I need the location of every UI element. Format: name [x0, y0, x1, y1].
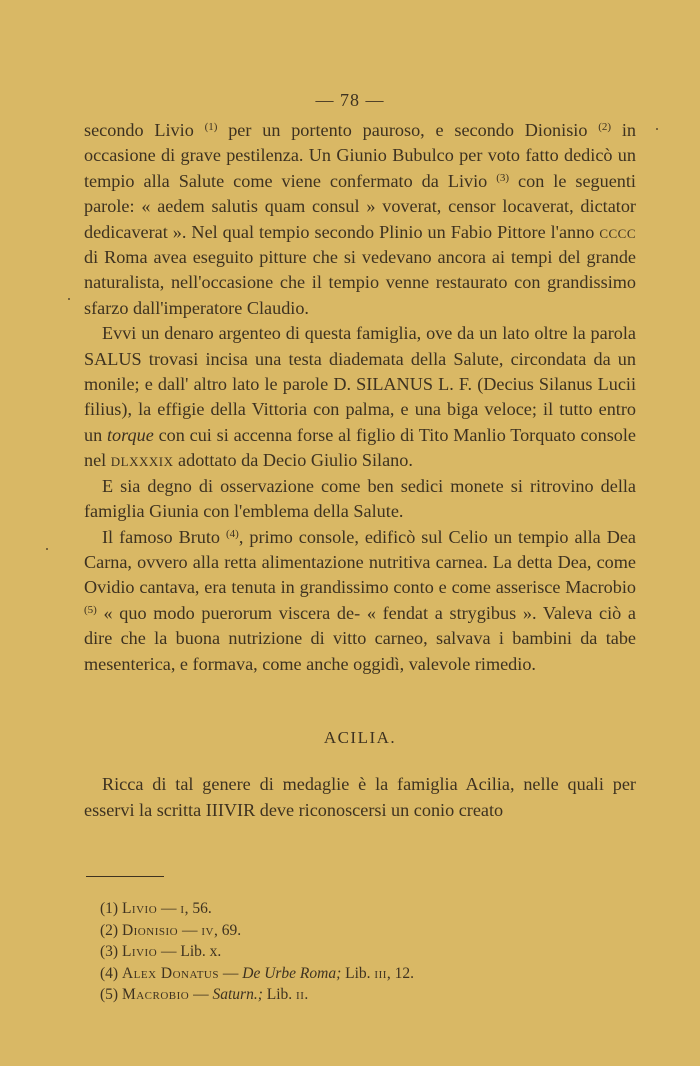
- acilia-paragraph: Ricca di tal genere di medaglie è la famiglia Acilia, nelle quali per esservi la scritta IIIVIR deve riconoscersi un conio creato: [84, 774, 636, 820]
- text-run: (1): [100, 900, 122, 917]
- text-run: (2): [100, 921, 122, 939]
- paper-speck: [656, 128, 658, 130]
- small-caps-text: Livio: [121, 943, 158, 961]
- footnote-ref: (3): [496, 171, 510, 184]
- text-run: secondo Livio: [84, 120, 205, 140]
- small-caps-text: Dionisio: [121, 921, 179, 939]
- text-run: , 56.: [184, 900, 212, 917]
- page-number: — 78 —: [315, 90, 385, 110]
- text-run: —: [219, 964, 243, 982]
- main-text: [84, 118, 636, 823]
- text-run: , 69.: [213, 921, 242, 939]
- italic-text: torque: [106, 424, 154, 445]
- section-title: ACILIA.: [323, 727, 397, 747]
- footnote-3: [100, 941, 414, 963]
- text-run: E sia degno di osservazione come ben sedici monete si ritrovino della famiglia Giunia con l'emblema della Salute.: [84, 475, 636, 522]
- small-caps-text: ii: [296, 986, 305, 1004]
- italic-text: De Urbe Roma;: [242, 964, 342, 982]
- text-run: Evvi un denaro argenteo di questa famiglia, ove da un lato oltre la parola SALUS trovasi incisa una testa diademata della Salute, circondata da un monile; e dall' altro lato le parole D. SILANUS L. F. (Decius Silanus Lucii filius), la effigie della Vittoria con palma, e una biga veloce; il tutto entro un: [84, 323, 636, 445]
- footnote-1: [100, 898, 414, 920]
- paragraph-4: [84, 525, 636, 677]
- small-caps-text: Alex Donatus: [121, 964, 219, 982]
- text-run: (4): [100, 964, 122, 982]
- text-run: « quo modo puerorum viscera de- « fendat a strygibus ». Valeva ciò a dire che la buona nutrizione di vitto carneo, salvava i bambini da tabe mesenterica, e formava, come anche oggidì, valevole rimedio.: [84, 602, 636, 674]
- text-run: —: [189, 986, 213, 1004]
- paragraph-1: [84, 118, 636, 321]
- small-caps-text: iii: [374, 964, 387, 982]
- text-run: —: [157, 900, 181, 917]
- small-caps-text: dlxxxix: [110, 450, 174, 471]
- text-run: , primo console, edificò sul Celio un tempio alla Dea Carna, ovvero alla retta alimentazione nutritiva carnea. La detta Dea, come Ovidio cantava, era tenuta in grandissimo conto e come asserisce Macrobio: [84, 526, 636, 598]
- small-caps-text: Macrobio: [121, 986, 190, 1004]
- paper-speck: [68, 298, 70, 300]
- text-run: Lib.: [341, 964, 375, 982]
- footnote-ref: (2): [598, 121, 612, 133]
- footnote-ref: (4): [226, 527, 239, 540]
- text-run: di Roma avea eseguito pitture che si vedevano ancora ai tempi del grande naturalista, nell'occasione che il tempio venne restaurato con grandissimo sfarzo dall'imperatore Claudio.: [84, 247, 636, 318]
- text-run: con cui si accenna forse al figlio di Tito Manlio Torquato console nel: [84, 424, 636, 471]
- text-run: in occasione di grave pestilenza. Un Giunio Bubulco per voto fatto dedicò un tempio alla Salute come viene confermato da Livio: [84, 120, 636, 191]
- text-run: .: [304, 986, 309, 1004]
- footnote-ref: (1): [204, 121, 218, 133]
- text-run: —: [178, 921, 202, 939]
- small-caps-text: cccc: [599, 221, 636, 242]
- footnote-2: [100, 920, 414, 942]
- paragraph-3: [84, 474, 636, 525]
- text-run: (5): [100, 986, 122, 1004]
- text-run: Il famoso Bruto: [102, 526, 226, 547]
- text-run: — Lib. x.: [157, 943, 222, 961]
- text-run: per un portento pauroso, e secondo Dionisio: [217, 120, 599, 140]
- paragraph-2: [84, 321, 636, 473]
- text-run: con le seguenti parole: « aedem salutis quam consul » voverat, censor locaverat, dictator dedicaverat ». Nel qual tempio secondo Plinio un Fabio Pittore l'anno: [84, 170, 636, 242]
- text-run: , 12.: [386, 964, 415, 982]
- small-caps-text: i: [180, 900, 185, 917]
- text-run: adottato da Decio Giulio Silano.: [173, 450, 413, 471]
- footnote-ref: (5): [84, 603, 97, 616]
- paper-speck: [46, 548, 48, 550]
- small-caps-text: iv: [201, 921, 214, 939]
- text-run: Lib.: [262, 986, 297, 1004]
- italic-text: Saturn.;: [212, 986, 263, 1004]
- footnotes: [100, 898, 414, 1006]
- footnote-rule: [86, 876, 164, 877]
- small-caps-text: Livio: [121, 900, 158, 917]
- footnote-5: [100, 984, 414, 1006]
- text-run: (3): [100, 943, 122, 961]
- footnote-4: [100, 963, 414, 985]
